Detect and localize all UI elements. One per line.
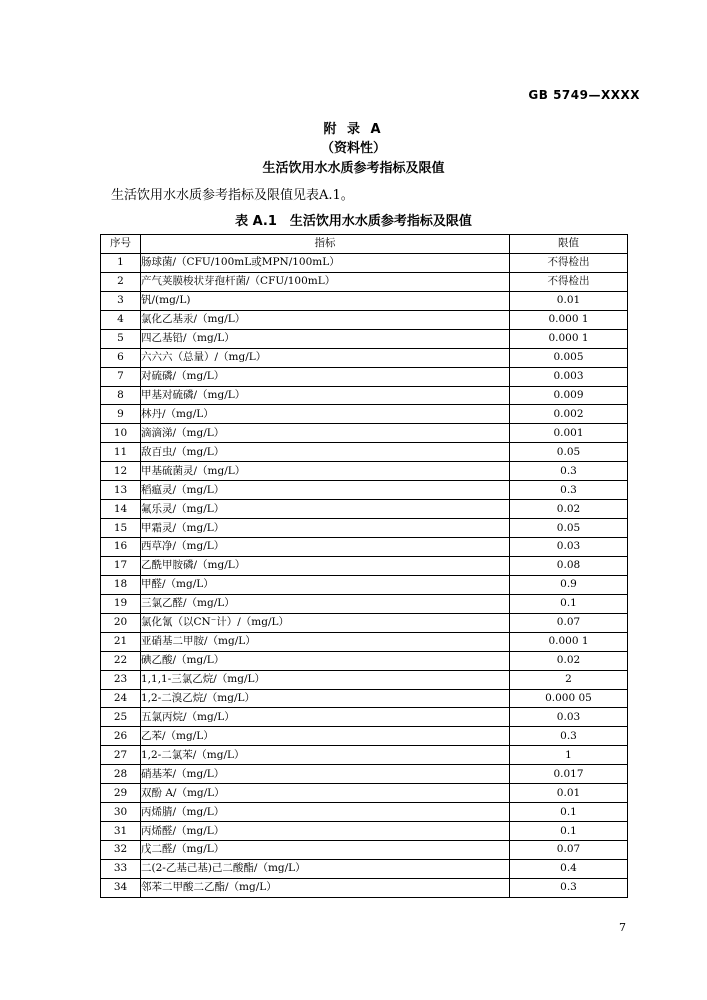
row-number: 31: [101, 822, 141, 841]
row-number: 20: [101, 613, 141, 632]
limit-value: 0.1: [510, 822, 628, 841]
table-row: [101, 443, 628, 462]
row-number: 17: [101, 556, 141, 575]
row-number: 8: [101, 386, 141, 405]
limit-value: 0.017: [510, 765, 628, 784]
table-row: [101, 727, 628, 746]
row-number: 2: [101, 272, 141, 291]
limit-value: 0.03: [510, 708, 628, 727]
table-body: [101, 253, 628, 897]
indicator-name: 氟乐灵/（mg/L）: [141, 500, 510, 519]
indicator-name: 1,2-二氯苯/（mg/L）: [141, 746, 510, 765]
row-number: 22: [101, 651, 141, 670]
limit-value: 0.009: [510, 386, 628, 405]
row-number: 3: [101, 291, 141, 310]
indicator-name: 乙苯/（mg/L）: [141, 727, 510, 746]
table-row: [101, 841, 628, 860]
limit-value: 0.07: [510, 841, 628, 860]
table-header-row: [101, 235, 628, 254]
limit-value: 0.000 05: [510, 689, 628, 708]
indicator-name: 丙烯腈/（mg/L）: [141, 803, 510, 822]
table-caption: 表 A.1 生活饮用水水质参考指标及限值: [235, 214, 472, 229]
indicator-name: 1,2-二溴乙烷/（mg/L）: [141, 689, 510, 708]
row-number: 13: [101, 481, 141, 500]
table-row: [101, 424, 628, 443]
limit-value: 0.03: [510, 538, 628, 557]
limit-value: 1: [510, 746, 628, 765]
limit-value: 0.3: [510, 462, 628, 481]
row-number: 23: [101, 670, 141, 689]
indicator-name: 西草净/（mg/L）: [141, 538, 510, 557]
table-row: [101, 500, 628, 519]
indicator-name: 氯化氰（以CN⁻计）/（mg/L）: [141, 613, 510, 632]
indicator-name: 六六六（总量）/（mg/L）: [141, 348, 510, 367]
indicator-name: 双酚 A/（mg/L）: [141, 784, 510, 803]
table-row: [101, 462, 628, 481]
row-number: 1: [101, 253, 141, 272]
table-row: [101, 689, 628, 708]
limit-value: 0.4: [510, 859, 628, 878]
row-number: 14: [101, 500, 141, 519]
table-row: [101, 822, 628, 841]
indicator-name: 稻瘟灵/（mg/L）: [141, 481, 510, 500]
indicator-name: 产气荚膜梭状芽孢杆菌/（CFU/100mL）: [141, 272, 510, 291]
indicator-name: 亚硝基二甲胺/（mg/L）: [141, 632, 510, 651]
table-row: [101, 651, 628, 670]
column-header-no: 序号: [101, 235, 141, 254]
indicator-name: 1,1,1-三氯乙烷/（mg/L）: [141, 670, 510, 689]
limit-value: 0.3: [510, 481, 628, 500]
table-row: [101, 613, 628, 632]
indicator-name: 甲基对硫磷/（mg/L）: [141, 386, 510, 405]
limit-value: 不得检出: [510, 253, 628, 272]
table-row: [101, 859, 628, 878]
indicator-name: 五氯丙烷/（mg/L）: [141, 708, 510, 727]
table-row: [101, 878, 628, 897]
table-row: [101, 348, 628, 367]
limit-value: 0.000 1: [510, 632, 628, 651]
table-row: [101, 386, 628, 405]
limit-value: 0.01: [510, 784, 628, 803]
row-number: 9: [101, 405, 141, 424]
limit-value: 0.000 1: [510, 310, 628, 329]
table-row: [101, 594, 628, 613]
indicator-name: 乙酰甲胺磷/（mg/L）: [141, 556, 510, 575]
table-row: [101, 746, 628, 765]
indicator-name: 碘乙酸/（mg/L）: [141, 651, 510, 670]
limit-value: 0.000 1: [510, 329, 628, 348]
indicator-name: 二(2-乙基己基)己二酸酯/（mg/L）: [141, 859, 510, 878]
table-row: [101, 519, 628, 538]
limit-value: 0.9: [510, 575, 628, 594]
row-number: 21: [101, 632, 141, 651]
limit-value: 0.05: [510, 443, 628, 462]
standard-code: GB 5749—XXXX: [528, 88, 640, 102]
table-row: [101, 538, 628, 557]
limit-value: 0.02: [510, 500, 628, 519]
limit-value: 2: [510, 670, 628, 689]
column-header-indicator: 指标: [141, 235, 510, 254]
row-number: 29: [101, 784, 141, 803]
row-number: 28: [101, 765, 141, 784]
limit-value: 0.005: [510, 348, 628, 367]
table-row: [101, 272, 628, 291]
row-number: 33: [101, 859, 141, 878]
table-row: [101, 708, 628, 727]
limit-value: 0.05: [510, 519, 628, 538]
table-row: [101, 556, 628, 575]
row-number: 27: [101, 746, 141, 765]
limit-value: 0.07: [510, 613, 628, 632]
indicator-name: 甲基硫菌灵/（mg/L）: [141, 462, 510, 481]
limit-value: 0.01: [510, 291, 628, 310]
indicator-name: 丙烯醛/（mg/L）: [141, 822, 510, 841]
row-number: 10: [101, 424, 141, 443]
table-row: [101, 784, 628, 803]
annex-nature: （资料性）: [320, 141, 386, 156]
table-row: [101, 575, 628, 594]
row-number: 18: [101, 575, 141, 594]
limit-value: 0.3: [510, 727, 628, 746]
table-row: [101, 329, 628, 348]
row-number: 30: [101, 803, 141, 822]
row-number: 24: [101, 689, 141, 708]
annex-heading: 生活饮用水水质参考指标及限值: [262, 161, 445, 176]
row-number: 34: [101, 878, 141, 897]
row-number: 26: [101, 727, 141, 746]
row-number: 12: [101, 462, 141, 481]
limit-value: 0.001: [510, 424, 628, 443]
row-number: 6: [101, 348, 141, 367]
limit-value: 0.002: [510, 405, 628, 424]
limit-value: 0.1: [510, 594, 628, 613]
table-row: [101, 367, 628, 386]
table-row: [101, 803, 628, 822]
limit-value: 0.003: [510, 367, 628, 386]
indicator-name: 钒/(mg/L): [141, 291, 510, 310]
limit-value: 0.1: [510, 803, 628, 822]
table-row: [101, 670, 628, 689]
row-number: 15: [101, 519, 141, 538]
table-row: [101, 405, 628, 424]
table-row: [101, 632, 628, 651]
row-number: 16: [101, 538, 141, 557]
limit-value: 不得检出: [510, 272, 628, 291]
table-row: [101, 310, 628, 329]
indicator-name: 甲醛/（mg/L）: [141, 575, 510, 594]
table-row: [101, 291, 628, 310]
indicator-name: 硝基苯/（mg/L）: [141, 765, 510, 784]
indicator-name: 邻苯二甲酸二乙酯/（mg/L）: [141, 878, 510, 897]
row-number: 4: [101, 310, 141, 329]
indicator-name: 氯化乙基汞/（mg/L）: [141, 310, 510, 329]
limit-value: 0.3: [510, 878, 628, 897]
indicator-name: 四乙基铅/（mg/L）: [141, 329, 510, 348]
indicator-name: 滴滴涕/（mg/L）: [141, 424, 510, 443]
indicator-name: 对硫磷/（mg/L）: [141, 367, 510, 386]
table-row: [101, 481, 628, 500]
indicator-name: 肠球菌/（CFU/100mL或MPN/100mL）: [141, 253, 510, 272]
column-header-limit: 限值: [510, 235, 628, 254]
table-row: [101, 765, 628, 784]
row-number: 5: [101, 329, 141, 348]
row-number: 25: [101, 708, 141, 727]
indicator-name: 林丹/（mg/L）: [141, 405, 510, 424]
limit-value: 0.02: [510, 651, 628, 670]
annex-title: 附 录 A: [323, 122, 384, 137]
row-number: 7: [101, 367, 141, 386]
indicator-name: 甲霜灵/（mg/L）: [141, 519, 510, 538]
limit-value: 0.08: [510, 556, 628, 575]
row-number: 19: [101, 594, 141, 613]
table-row: [101, 253, 628, 272]
page-number: 7: [619, 921, 626, 934]
row-number: 11: [101, 443, 141, 462]
indicator-name: 戊二醛/（mg/L）: [141, 841, 510, 860]
indicator-name: 敌百虫/（mg/L）: [141, 443, 510, 462]
row-number: 32: [101, 841, 141, 860]
reference-limits-table: [100, 234, 628, 898]
intro-paragraph: 生活饮用水水质参考指标及限值见表A.1。: [111, 188, 354, 203]
indicator-name: 三氯乙醛/（mg/L）: [141, 594, 510, 613]
